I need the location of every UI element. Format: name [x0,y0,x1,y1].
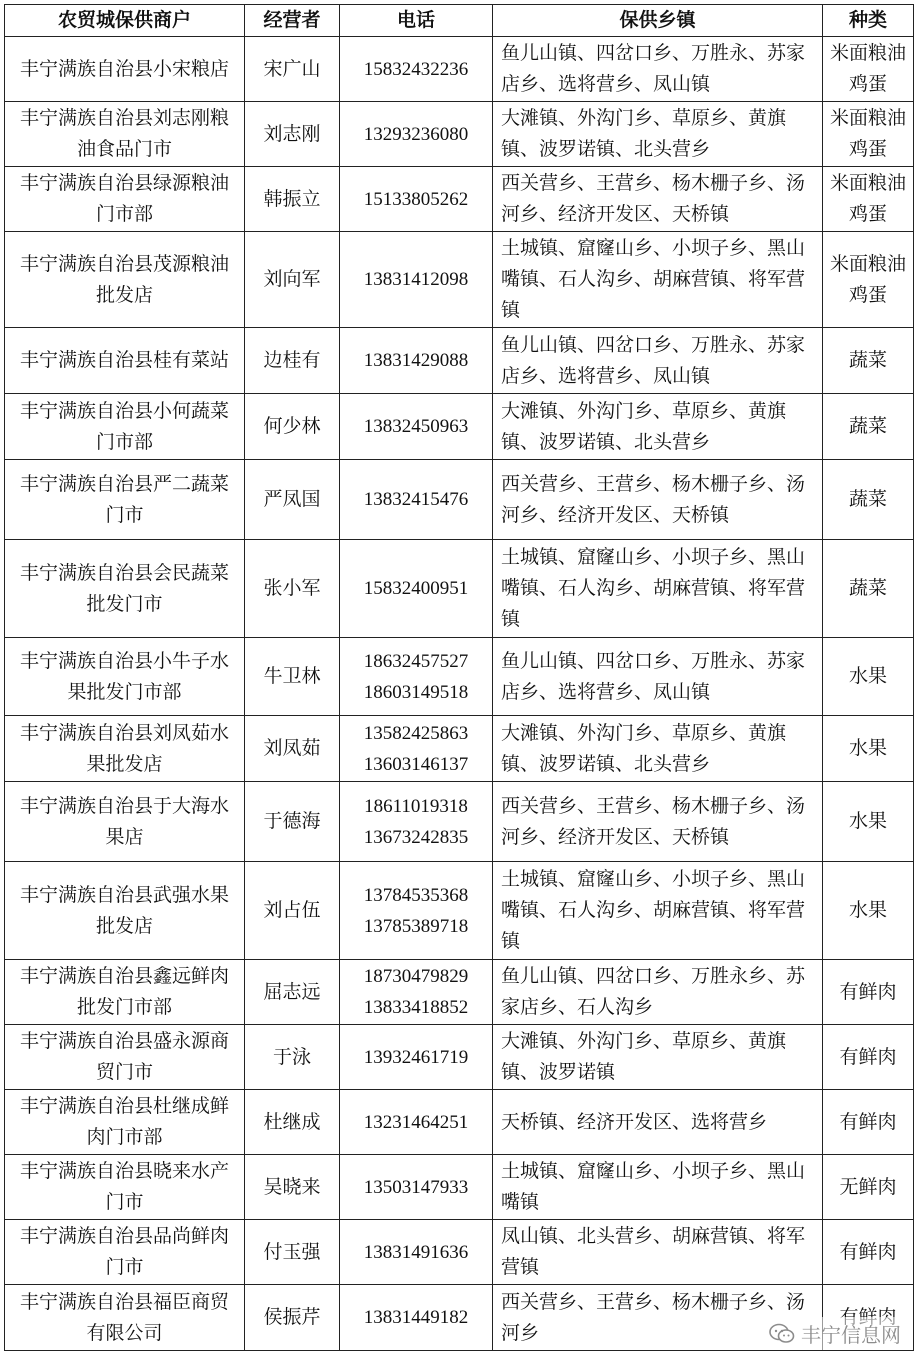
table-row [5,782,914,862]
table-row [5,328,914,394]
phone-cell [340,460,493,540]
merchant-cell: 丰宁满族自治县杜继成鲜肉门市部 [5,1090,245,1155]
area-cell: 土城镇、窟窿山乡、小坝子乡、黑山嘴镇、石人沟乡、胡麻营镇、将军营镇 [493,540,823,638]
merchant-cell: 丰宁满族自治县武强水果批发店 [5,862,245,960]
table-row [5,37,914,102]
area-cell: 天桥镇、经济开发区、选将营乡 [493,1090,823,1155]
phone-number: 13231464251 [363,1111,469,1133]
phone-number: 13831412098 [363,269,469,290]
merchant-cell: 丰宁满族自治县桂有菜站 [5,328,245,394]
header-operator: 经营者 [245,5,340,37]
kind-cell: 有鲜肉 [823,960,914,1025]
header-merchant: 农贸城保供商户 [5,5,245,37]
merchant-cell: 丰宁满族自治县品尚鲜肉门市 [5,1220,245,1285]
area-cell: 大滩镇、外沟门乡、草原乡、黄旗镇、波罗诺镇 [493,1025,823,1090]
merchant-cell: 丰宁满族自治县于大海水果店 [5,782,245,862]
kind-cell: 蔬菜 [823,540,914,638]
area-cell: 凤山镇、北头营乡、胡麻营镇、将军营镇 [493,1220,823,1285]
merchant-cell: 丰宁满族自治县严二蔬菜门市 [5,460,245,540]
phone-number: 13603146137 [363,753,469,775]
kind-cell: 米面粮油鸡蛋 [823,167,914,232]
operator-cell: 刘向军 [245,232,340,328]
kind-cell: 米面粮油鸡蛋 [823,232,914,328]
area-cell: 大滩镇、外沟门乡、草原乡、黄旗镇、波罗诺镇、北头营乡 [493,394,823,460]
phone-cell [340,394,493,460]
merchant-cell: 丰宁满族自治县绿源粮油门市部 [5,167,245,232]
watermark-text: 丰宁信息网 [801,1323,901,1347]
merchant-cell: 丰宁满族自治县小何蔬菜门市部 [5,394,245,460]
phone-number: 13582425863 [363,722,469,744]
operator-cell: 付玉强 [245,1220,340,1285]
phone-number: 13832415476 [363,489,469,510]
table-row [5,167,914,232]
phone-cell [340,540,493,638]
area-cell: 鱼儿山镇、四岔口乡、万胜永、苏家店乡、选将营乡、凤山镇 [493,328,823,394]
table-row [5,394,914,460]
operator-cell: 韩振立 [245,167,340,232]
table-row [5,232,914,328]
operator-cell: 刘凤茹 [245,716,340,782]
operator-cell: 边桂有 [245,328,340,394]
operator-cell: 刘占伍 [245,862,340,960]
phone-number: 13831429088 [363,350,469,371]
kind-cell: 有鲜肉 [823,1220,914,1285]
kind-cell: 米面粮油鸡蛋 [823,37,914,102]
merchant-cell: 丰宁满族自治县盛永源商贸门市 [5,1025,245,1090]
merchant-cell: 丰宁满族自治县晓来水产门市 [5,1155,245,1220]
header-kind: 种类 [823,5,914,37]
table-row [5,716,914,782]
phone-cell [340,1285,493,1351]
phone-number: 18603149518 [363,681,469,703]
area-cell: 鱼儿山镇、四岔口乡、万胜永乡、苏家店乡、石人沟乡 [493,960,823,1025]
phone-number: 15832432236 [363,58,469,80]
phone-cell [340,328,493,394]
operator-cell: 于泳 [245,1025,340,1090]
area-cell: 土城镇、窟窿山乡、小坝子乡、黑山嘴镇、石人沟乡、胡麻营镇、将军营镇 [493,232,823,328]
phone-cell [340,638,493,716]
phone-cell [340,1090,493,1155]
area-cell: 西关营乡、王营乡、杨木栅子乡、汤河乡、经济开发区、天桥镇 [493,167,823,232]
phone-number: 13785389718 [363,915,469,937]
phone-number: 13831449182 [363,1307,469,1328]
kind-cell: 蔬菜 [823,328,914,394]
supplier-table [4,4,914,1351]
merchant-cell: 丰宁满族自治县小宋粮店 [5,37,245,102]
area-cell: 西关营乡、王营乡、杨木栅子乡、汤河乡、经济开发区、天桥镇 [493,782,823,862]
operator-cell: 于德海 [245,782,340,862]
kind-cell: 水果 [823,716,914,782]
phone-number: 15832400951 [363,578,469,599]
phone-number: 13784535368 [363,884,469,906]
table-row [5,960,914,1025]
table-row [5,1090,914,1155]
header-phone: 电话 [340,5,493,37]
phone-number: 13673242835 [363,826,469,848]
phone-number: 13932461719 [363,1046,469,1068]
operator-cell: 侯振芹 [245,1285,340,1351]
phone-cell [340,1220,493,1285]
operator-cell: 何少林 [245,394,340,460]
table-row [5,638,914,716]
operator-cell: 张小军 [245,540,340,638]
operator-cell: 杜继成 [245,1090,340,1155]
operator-cell: 屈志远 [245,960,340,1025]
area-cell: 鱼儿山镇、四岔口乡、万胜永、苏家店乡、选将营乡、凤山镇 [493,638,823,716]
wechat-icon [769,1323,795,1345]
area-cell: 大滩镇、外沟门乡、草原乡、黄旗镇、波罗诺镇、北头营乡 [493,102,823,167]
kind-cell: 无鲜肉 [823,1155,914,1220]
phone-cell [340,232,493,328]
merchant-cell: 丰宁满族自治县福臣商贸有限公司 [5,1285,245,1351]
merchant-cell: 丰宁满族自治县刘凤茹水果批发店 [5,716,245,782]
kind-cell: 水果 [823,782,914,862]
table-row [5,102,914,167]
table-body [5,37,914,1351]
area-cell: 土城镇、窟窿山乡、小坝子乡、黑山嘴镇、石人沟乡、胡麻营镇、将军营镇 [493,862,823,960]
kind-cell: 有鲜肉 [823,1090,914,1155]
area-cell: 大滩镇、外沟门乡、草原乡、黄旗镇、波罗诺镇、北头营乡 [493,716,823,782]
table-row [5,1155,914,1220]
phone-cell [340,1025,493,1090]
phone-number: 13503147933 [363,1176,469,1198]
table-row [5,862,914,960]
phone-cell [340,37,493,102]
phone-cell [340,716,493,782]
table-row [5,1220,914,1285]
kind-cell: 蔬菜 [823,460,914,540]
operator-cell: 刘志刚 [245,102,340,167]
operator-cell: 吴晓来 [245,1155,340,1220]
phone-number: 18730479829 [363,966,469,987]
merchant-cell: 丰宁满族自治县茂源粮油批发店 [5,232,245,328]
phone-number: 18632457527 [363,650,469,672]
table-row [5,1025,914,1090]
area-cell: 土城镇、窟窿山乡、小坝子乡、黑山嘴镇 [493,1155,823,1220]
table-header-row [5,5,914,37]
operator-cell: 严凤国 [245,460,340,540]
area-cell: 鱼儿山镇、四岔口乡、万胜永、苏家店乡、选将营乡、凤山镇 [493,37,823,102]
phone-number: 13832450963 [363,416,469,437]
phone-number: 18611019318 [364,795,468,817]
merchant-cell: 丰宁满族自治县小牛子水果批发门市部 [5,638,245,716]
phone-cell [340,862,493,960]
kind-cell: 水果 [823,862,914,960]
phone-number: 13833418852 [363,997,469,1018]
kind-cell: 米面粮油鸡蛋 [823,102,914,167]
table-row [5,460,914,540]
table-row [5,540,914,638]
phone-cell [340,960,493,1025]
operator-cell: 宋广山 [245,37,340,102]
kind-cell: 有鲜肉 [823,1025,914,1090]
phone-number: 13293236080 [363,123,469,145]
watermark [765,1317,905,1350]
merchant-cell: 丰宁满族自治县鑫远鲜肉批发门市部 [5,960,245,1025]
area-cell: 西关营乡、王营乡、杨木栅子乡、汤河乡 [493,1285,823,1351]
kind-cell: 蔬菜 [823,394,914,460]
phone-number: 13831491636 [363,1241,469,1263]
area-cell: 西关营乡、王营乡、杨木栅子乡、汤河乡、经济开发区、天桥镇 [493,460,823,540]
kind-cell: 水果 [823,638,914,716]
phone-cell [340,102,493,167]
operator-cell: 牛卫林 [245,638,340,716]
header-area: 保供乡镇 [493,5,823,37]
phone-number: 15133805262 [363,188,469,210]
phone-cell [340,1155,493,1220]
phone-cell [340,782,493,862]
merchant-cell: 丰宁满族自治县会民蔬菜批发门市 [5,540,245,638]
merchant-cell: 丰宁满族自治县刘志刚粮油食品门市 [5,102,245,167]
phone-cell [340,167,493,232]
